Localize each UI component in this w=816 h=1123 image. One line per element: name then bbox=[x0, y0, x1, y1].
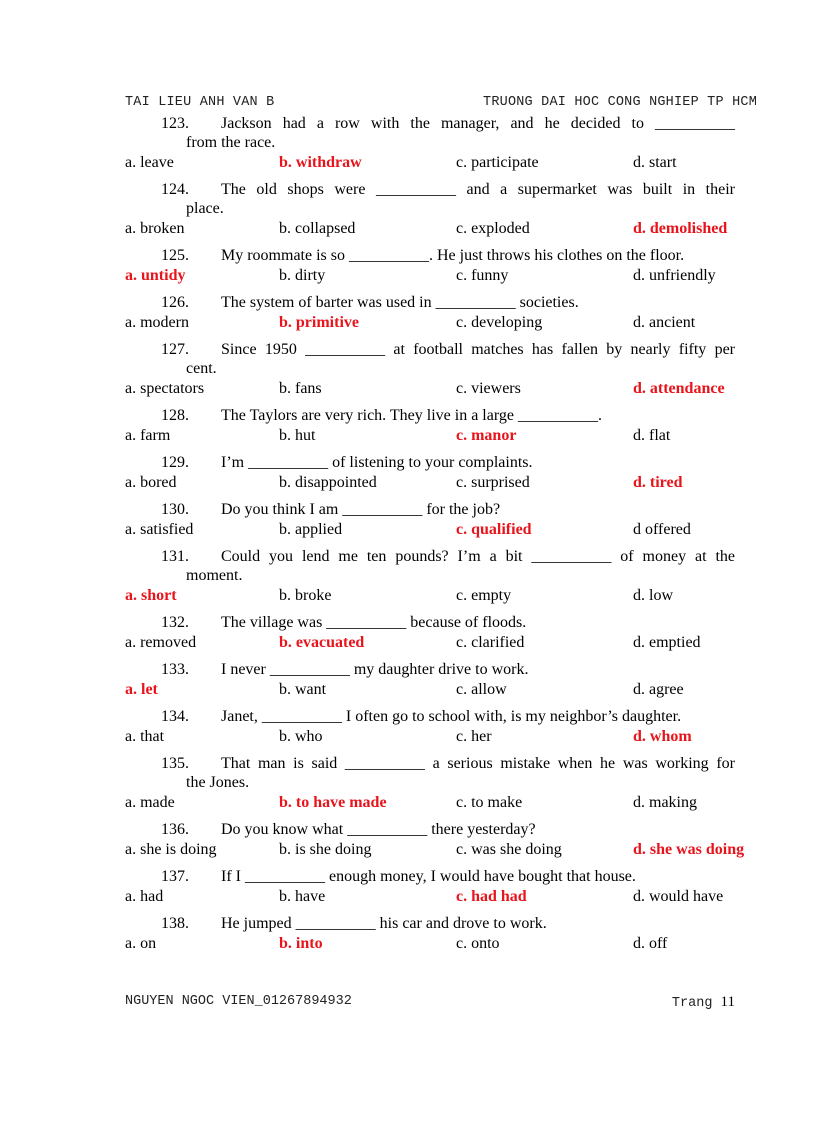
answer-option: c. surprised bbox=[456, 474, 530, 491]
correct-answer-option: c. qualified bbox=[456, 521, 532, 538]
answer-option: a. spectators bbox=[125, 380, 205, 397]
answer-option: b. fans bbox=[279, 380, 322, 397]
answer-options bbox=[125, 219, 735, 238]
answer-option: d. ancient bbox=[633, 314, 696, 331]
answer-option: d offered bbox=[633, 521, 691, 538]
question-number: 125. bbox=[161, 247, 189, 264]
question-number: 134. bbox=[161, 708, 189, 725]
question-text: I never __________ my daughter drive to work. bbox=[221, 661, 529, 678]
answer-option: a. satisfied bbox=[125, 521, 194, 538]
question-number: 135. bbox=[161, 755, 189, 772]
answer-option: a. leave bbox=[125, 154, 174, 171]
answer-options bbox=[125, 426, 735, 445]
answer-option: d. start bbox=[633, 154, 677, 171]
question-number: 129. bbox=[161, 454, 189, 471]
answer-options bbox=[125, 887, 735, 906]
question-item bbox=[125, 867, 735, 906]
question-text: The system of barter was used in __________ societies. bbox=[221, 294, 579, 311]
question-item bbox=[125, 453, 735, 492]
correct-answer-option: a. untidy bbox=[125, 267, 186, 284]
question-number: 136. bbox=[161, 821, 189, 838]
question-stem bbox=[125, 180, 735, 199]
question-text: Janet, __________ I often go to school with, is my neighbor’s daughter. bbox=[221, 708, 682, 725]
answer-options bbox=[125, 473, 735, 492]
page-header bbox=[125, 95, 757, 113]
question-number: 128. bbox=[161, 407, 189, 424]
question-item bbox=[125, 293, 735, 332]
answer-option: d. would have bbox=[633, 888, 724, 905]
answer-option: a. modern bbox=[125, 314, 189, 331]
question-item bbox=[125, 707, 735, 746]
answer-option: c. funny bbox=[456, 267, 509, 284]
answer-option: a. made bbox=[125, 794, 175, 811]
answer-option: c. was she doing bbox=[456, 841, 562, 858]
answer-option: d. flat bbox=[633, 427, 671, 444]
question-stem bbox=[125, 707, 735, 726]
question-text: Do you know what __________ there yesterday? bbox=[221, 821, 536, 838]
question-text-continued: the Jones. bbox=[186, 774, 250, 791]
question-stem bbox=[125, 660, 735, 679]
answer-option: c. onto bbox=[456, 935, 500, 952]
question-text: The village was __________ because of floods. bbox=[221, 614, 527, 631]
answer-option: a. she is doing bbox=[125, 841, 217, 858]
question-stem bbox=[125, 867, 735, 886]
question-text: The old shops were __________ and a supermarket was built in their bbox=[221, 181, 735, 198]
footer-author: NGUYEN NGOC VIEN_01267894932 bbox=[125, 994, 352, 1009]
question-number: 133. bbox=[161, 661, 189, 678]
correct-answer-option: b. to have made bbox=[279, 794, 387, 811]
page-footer bbox=[125, 994, 735, 1012]
question-number: 127. bbox=[161, 341, 189, 358]
answer-option: c. allow bbox=[456, 681, 507, 698]
answer-option: a. on bbox=[125, 935, 157, 952]
correct-answer-option: b. withdraw bbox=[279, 154, 362, 171]
question-number: 138. bbox=[161, 915, 189, 932]
question-item bbox=[125, 340, 735, 398]
answer-options bbox=[125, 586, 735, 605]
correct-answer-option: a. short bbox=[125, 587, 177, 604]
answer-options bbox=[125, 266, 735, 285]
answer-option: c. clarified bbox=[456, 634, 525, 651]
answer-option: b. collapsed bbox=[279, 220, 356, 237]
correct-answer-option: d. attendance bbox=[633, 380, 725, 397]
answer-options bbox=[125, 520, 735, 539]
question-text: My roommate is so __________. He just throws his clothes on the floor. bbox=[221, 247, 685, 264]
correct-answer-option: d. she was doing bbox=[633, 841, 745, 858]
question-text: If I __________ enough money, I would have bought that house. bbox=[221, 868, 636, 885]
answer-options bbox=[125, 840, 745, 859]
answer-option: d. off bbox=[633, 935, 668, 952]
question-item bbox=[125, 547, 735, 605]
question-number: 124. bbox=[161, 181, 189, 198]
question-item bbox=[125, 820, 745, 859]
answer-options bbox=[125, 793, 735, 812]
answer-options bbox=[125, 313, 735, 332]
page-label: Trang bbox=[671, 996, 713, 1011]
answer-option: b. disappointed bbox=[279, 474, 377, 491]
correct-answer-option: a. let bbox=[125, 681, 158, 698]
answer-option: d. emptied bbox=[633, 634, 701, 651]
answer-option: b. hut bbox=[279, 427, 316, 444]
question-stem bbox=[125, 500, 735, 519]
question-text: Jackson had a row with the manager, and he decided to __________ bbox=[221, 115, 735, 132]
answer-option: d. making bbox=[633, 794, 697, 811]
question-item bbox=[125, 613, 735, 652]
answer-option: a. bored bbox=[125, 474, 177, 491]
correct-answer-option: d. whom bbox=[633, 728, 692, 745]
answer-option: b. applied bbox=[279, 521, 343, 538]
answer-option: b. have bbox=[279, 888, 326, 905]
header-right: TRUONG DAI HOC CONG NGHIEP TP HCM bbox=[483, 95, 757, 110]
correct-answer-option: b. evacuated bbox=[279, 634, 365, 651]
answer-option: a. had bbox=[125, 888, 164, 905]
correct-answer-option: d. tired bbox=[633, 474, 683, 491]
question-text: Since 1950 __________ at football matches has fallen by nearly fifty per bbox=[221, 341, 735, 358]
answer-option: b. broke bbox=[279, 587, 332, 604]
question-stem bbox=[125, 114, 735, 133]
question-list bbox=[125, 114, 745, 961]
answer-option: a. farm bbox=[125, 427, 171, 444]
question-item bbox=[125, 406, 735, 445]
question-stem bbox=[125, 406, 735, 425]
answer-options bbox=[125, 633, 735, 652]
answer-option: c. exploded bbox=[456, 220, 530, 237]
question-number: 131. bbox=[161, 548, 189, 565]
question-number: 137. bbox=[161, 868, 189, 885]
answer-option: c. developing bbox=[456, 314, 543, 331]
question-item bbox=[125, 500, 735, 539]
question-stem bbox=[125, 754, 735, 773]
question-item bbox=[125, 180, 735, 238]
question-text: Could you lend me ten pounds? I’m a bit __________ of money at the bbox=[221, 548, 735, 565]
answer-option: a. removed bbox=[125, 634, 197, 651]
answer-option: c. empty bbox=[456, 587, 512, 604]
question-item bbox=[125, 660, 735, 699]
question-stem bbox=[125, 547, 735, 566]
question-text-continued: place. bbox=[186, 200, 224, 217]
answer-option: c. her bbox=[456, 728, 492, 745]
answer-option: d. agree bbox=[633, 681, 684, 698]
answer-option: d. low bbox=[633, 587, 673, 604]
question-number: 130. bbox=[161, 501, 189, 518]
question-text-continued: cent. bbox=[186, 360, 217, 377]
question-text: Do you think I am __________ for the job? bbox=[221, 501, 501, 518]
answer-option: b. who bbox=[279, 728, 323, 745]
answer-options bbox=[125, 379, 735, 398]
question-stem bbox=[125, 914, 735, 933]
question-stem bbox=[125, 293, 735, 312]
answer-option: d. unfriendly bbox=[633, 267, 716, 284]
page-number: 11 bbox=[720, 994, 735, 1010]
question-text-continued: moment. bbox=[186, 567, 243, 584]
answer-option: a. broken bbox=[125, 220, 185, 237]
correct-answer-option: b. into bbox=[279, 935, 323, 952]
answer-option: b. want bbox=[279, 681, 327, 698]
question-number: 123. bbox=[161, 115, 189, 132]
answer-options bbox=[125, 153, 735, 172]
question-stem bbox=[125, 820, 735, 839]
correct-answer-option: c. manor bbox=[456, 427, 517, 444]
question-text-continued: from the race. bbox=[186, 134, 276, 151]
answer-option: b. is she doing bbox=[279, 841, 372, 858]
question-item bbox=[125, 246, 735, 285]
answer-options bbox=[125, 680, 735, 699]
question-number: 132. bbox=[161, 614, 189, 631]
question-text: That man is said __________ a serious mistake when he was working for bbox=[221, 755, 735, 772]
answer-option: c. to make bbox=[456, 794, 523, 811]
answer-option: c. participate bbox=[456, 154, 539, 171]
question-stem bbox=[125, 340, 735, 359]
question-stem bbox=[125, 613, 735, 632]
answer-option: a. that bbox=[125, 728, 165, 745]
answer-options bbox=[125, 727, 735, 746]
question-text: He jumped __________ his car and drove to work. bbox=[221, 915, 547, 932]
question-item bbox=[125, 114, 735, 172]
answer-option: c. viewers bbox=[456, 380, 521, 397]
correct-answer-option: d. demolished bbox=[633, 220, 728, 237]
question-stem bbox=[125, 246, 735, 265]
footer-page bbox=[672, 994, 735, 1011]
question-item bbox=[125, 914, 735, 953]
question-stem bbox=[125, 453, 735, 472]
answer-option: b. dirty bbox=[279, 267, 326, 284]
correct-answer-option: b. primitive bbox=[279, 314, 359, 331]
header-left: TAI LIEU ANH VAN B bbox=[125, 95, 275, 110]
answer-options bbox=[125, 934, 735, 953]
question-number: 126. bbox=[161, 294, 189, 311]
correct-answer-option: c. had had bbox=[456, 888, 527, 905]
question-text: The Taylors are very rich. They live in a large __________. bbox=[221, 407, 602, 424]
question-text: I’m __________ of listening to your complaints. bbox=[221, 454, 533, 471]
question-item bbox=[125, 754, 735, 812]
